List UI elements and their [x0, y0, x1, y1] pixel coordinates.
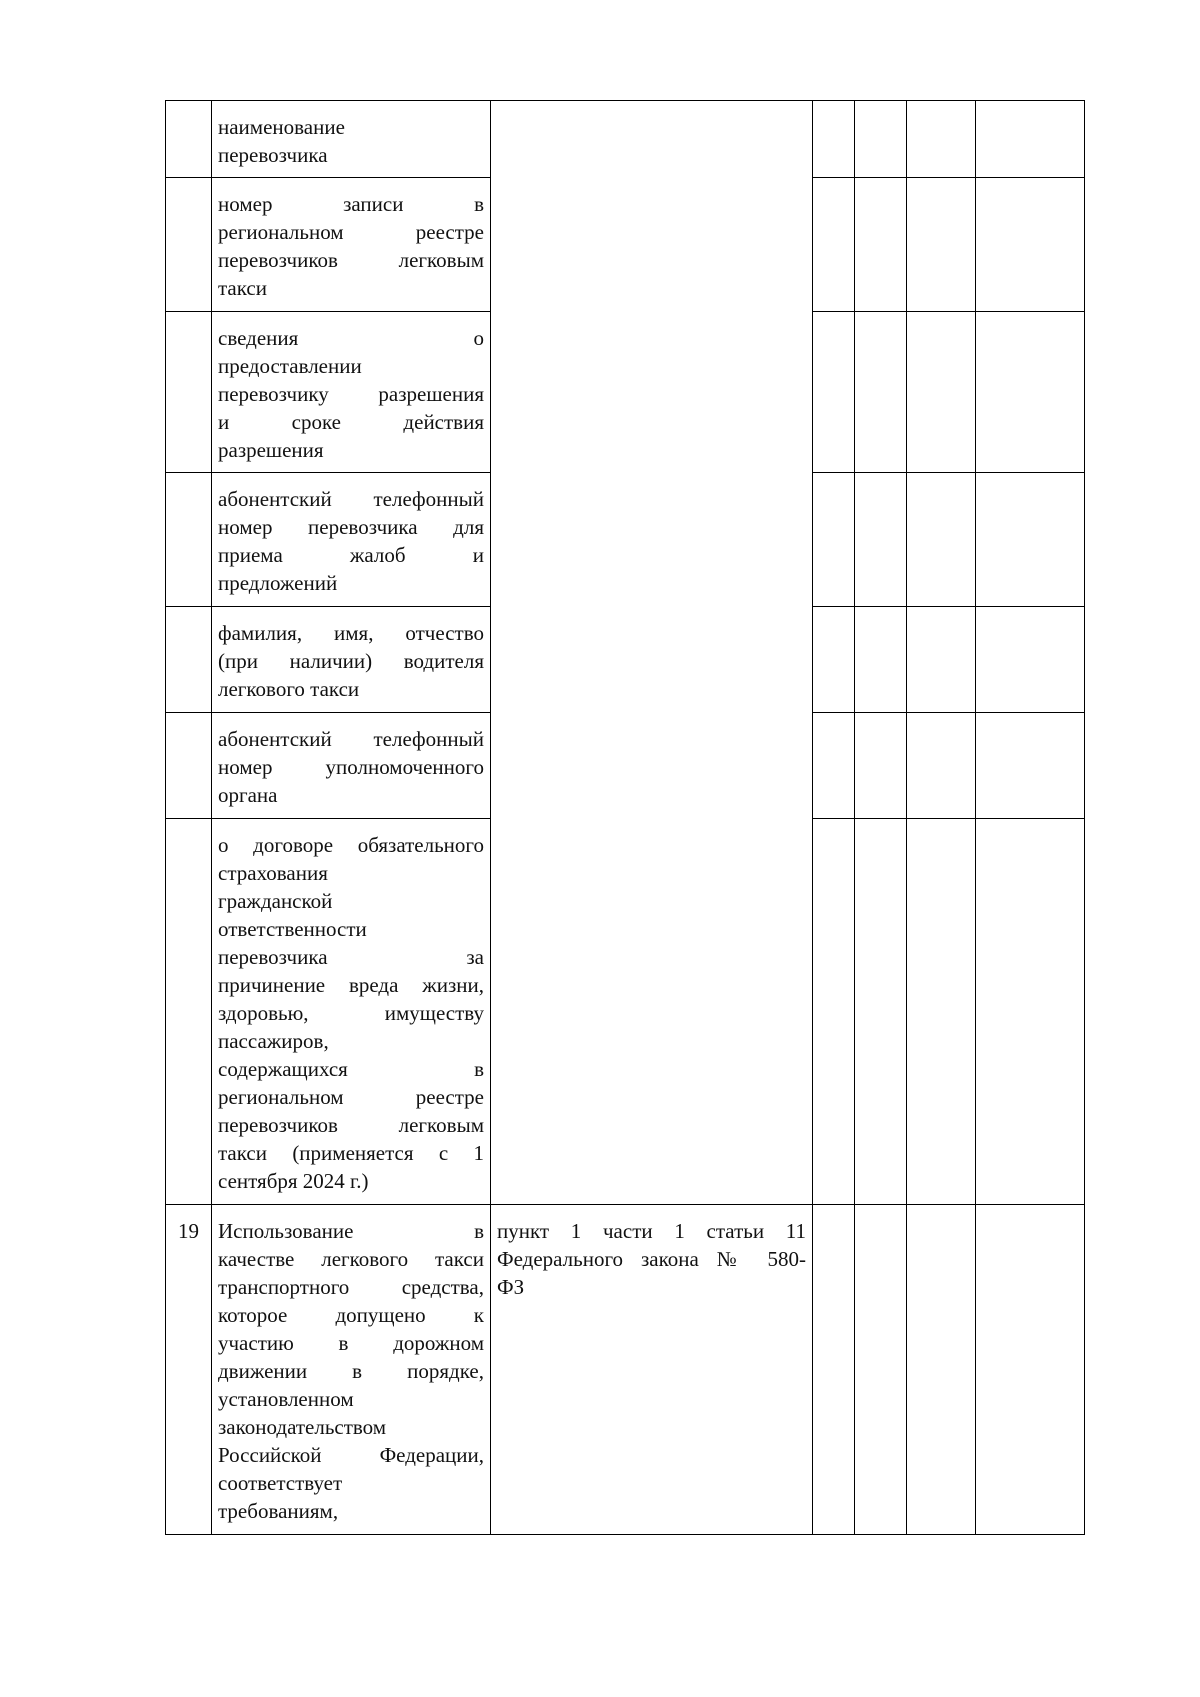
text-line: ответственности	[218, 917, 367, 941]
answer-cell	[813, 607, 855, 713]
text-line: региональном реестре	[218, 1085, 484, 1109]
answer-cell	[907, 312, 976, 473]
text-line: предложений	[218, 571, 338, 595]
text-line: абонентский телефонный	[218, 727, 484, 751]
answer-cell	[976, 312, 1085, 473]
reference-line: Федерального закона № 580-	[497, 1247, 806, 1271]
text-line: и сроке действия	[218, 410, 484, 434]
row-number: 19	[166, 1205, 212, 1535]
answer-cell	[976, 1205, 1085, 1535]
requirement-text	[212, 101, 491, 178]
answer-cell	[813, 473, 855, 607]
answer-cell	[976, 607, 1085, 713]
row-number	[166, 178, 212, 312]
text-line: перевозчика	[218, 143, 328, 167]
reference-line: пункт 1 части 1 статьи 11	[497, 1219, 806, 1243]
text-line: такси (применяется с 1	[218, 1141, 484, 1165]
row-number	[166, 473, 212, 607]
text-line: законодательством	[218, 1415, 387, 1439]
text-line: сентября 2024 г.)	[218, 1169, 369, 1193]
text-line: легкового такси	[218, 677, 360, 701]
text-line: установленном	[218, 1387, 354, 1411]
answer-cell	[855, 713, 907, 819]
requirement-text	[212, 1205, 491, 1535]
text-line: перевозчику разрешения	[218, 382, 484, 406]
answer-cell	[855, 473, 907, 607]
text-line: приема жалоб и	[218, 543, 484, 567]
answer-cell	[855, 101, 907, 178]
text-line: Использование в	[218, 1219, 484, 1243]
text-line: перевозчиков легковым	[218, 248, 484, 272]
text-line: органа	[218, 783, 278, 807]
requirement-text	[212, 713, 491, 819]
answer-cell	[813, 178, 855, 312]
answer-cell	[813, 1205, 855, 1535]
answer-cell	[907, 473, 976, 607]
text-line: страхования	[218, 861, 328, 885]
text-line: (при наличии) водителя	[218, 649, 484, 673]
text-line: гражданской	[218, 889, 333, 913]
row-number	[166, 101, 212, 178]
legal-reference-empty	[491, 101, 813, 1205]
text-line: которое допущено к	[218, 1303, 484, 1327]
text-line: Российской Федерации,	[218, 1443, 484, 1467]
answer-cell	[855, 607, 907, 713]
answer-cell	[976, 178, 1085, 312]
answer-cell	[855, 819, 907, 1205]
answer-cell	[907, 178, 976, 312]
requirement-text	[212, 819, 491, 1205]
text-line: содержащихся в	[218, 1057, 484, 1081]
legal-reference	[491, 1205, 813, 1535]
row-number	[166, 819, 212, 1205]
row-number	[166, 312, 212, 473]
requirements-table	[165, 100, 1085, 1535]
text-line: разрешения	[218, 438, 324, 462]
text-line: наименование	[218, 115, 345, 139]
answer-cell	[907, 101, 976, 178]
row-number	[166, 713, 212, 819]
text-line: номер перевозчика для	[218, 515, 484, 539]
text-line: здоровью, имуществу	[218, 1001, 484, 1025]
answer-cell	[855, 1205, 907, 1535]
text-line: соответствует	[218, 1471, 343, 1495]
text-line: качестве легкового такси	[218, 1247, 484, 1271]
answer-cell	[855, 178, 907, 312]
text-line: абонентский телефонный	[218, 487, 484, 511]
text-line: такси	[218, 276, 267, 300]
answer-cell	[813, 101, 855, 178]
text-line: участию в дорожном	[218, 1331, 484, 1355]
answer-cell	[907, 607, 976, 713]
text-line: о договоре обязательного	[218, 833, 484, 857]
row-number	[166, 607, 212, 713]
requirement-text	[212, 178, 491, 312]
text-line: фамилия, имя, отчество	[218, 621, 484, 645]
table-row	[166, 101, 1085, 178]
answer-cell	[907, 819, 976, 1205]
answer-cell	[976, 713, 1085, 819]
answer-cell	[855, 312, 907, 473]
answer-cell	[976, 819, 1085, 1205]
table-row	[166, 1205, 1085, 1535]
text-line: движении в порядке,	[218, 1359, 484, 1383]
text-line: перевозчиков легковым	[218, 1113, 484, 1137]
text-line: сведения о	[218, 326, 484, 350]
answer-cell	[976, 473, 1085, 607]
text-line: пассажиров,	[218, 1029, 329, 1053]
text-line: причинение вреда жизни,	[218, 973, 484, 997]
requirement-text	[212, 312, 491, 473]
answer-cell	[813, 713, 855, 819]
reference-line: ФЗ	[497, 1275, 525, 1299]
requirement-text	[212, 607, 491, 713]
answer-cell	[907, 1205, 976, 1535]
answer-cell	[976, 101, 1085, 178]
answer-cell	[813, 312, 855, 473]
text-line: транспортного средства,	[218, 1275, 484, 1299]
text-line: перевозчика за	[218, 945, 484, 969]
answer-cell	[813, 819, 855, 1205]
requirement-text	[212, 473, 491, 607]
answer-cell	[907, 713, 976, 819]
text-line: требованиям,	[218, 1499, 339, 1523]
text-line: номер уполномоченного	[218, 755, 484, 779]
text-line: предоставлении	[218, 354, 362, 378]
text-line: региональном реестре	[218, 220, 484, 244]
text-line: номер записи в	[218, 192, 484, 216]
